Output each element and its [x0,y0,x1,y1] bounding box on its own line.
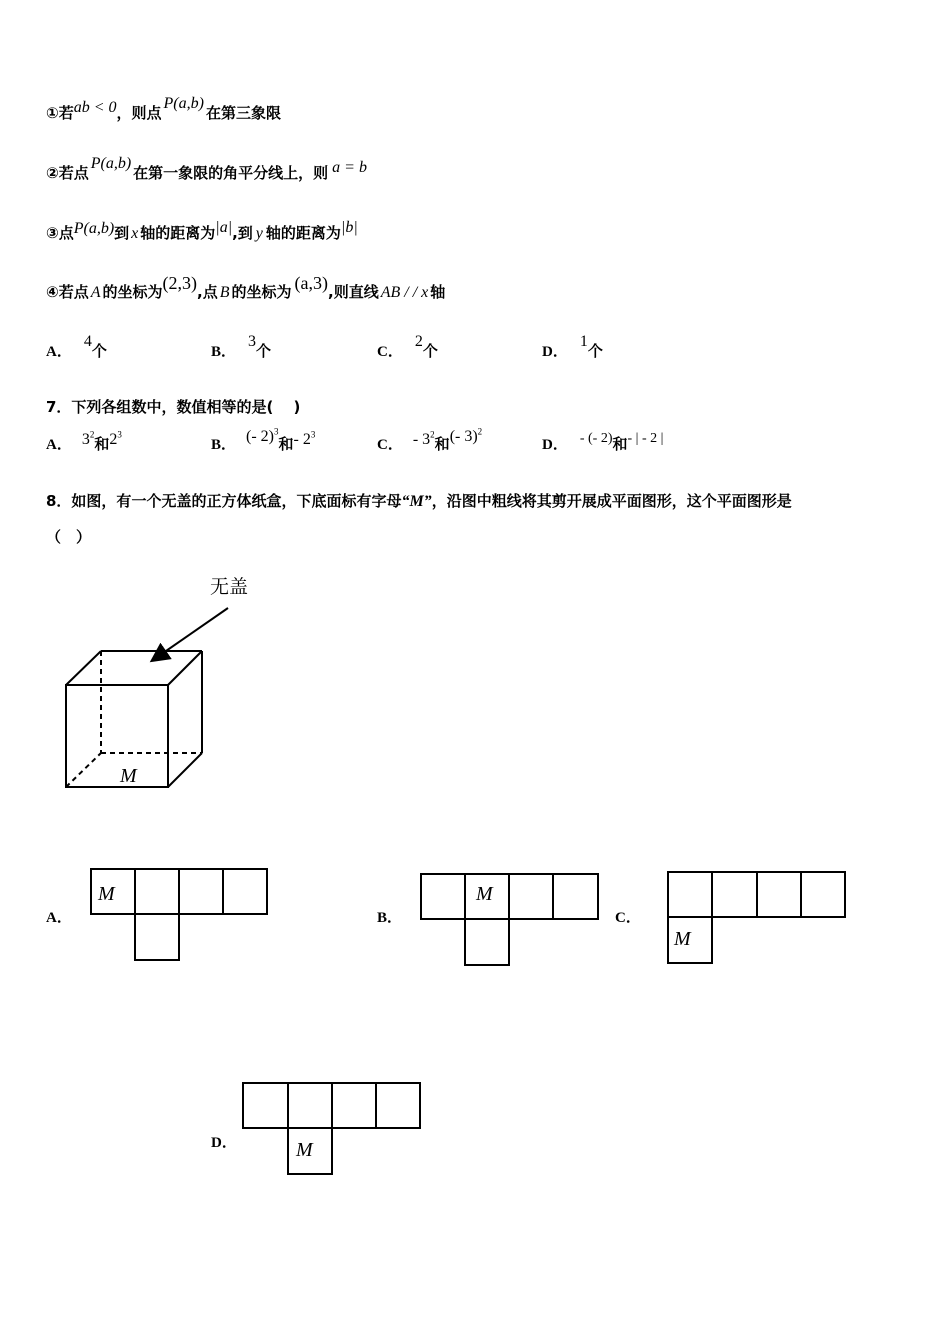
statement-text: ,点 [197,283,218,301]
net-d-letter: M [296,1139,313,1161]
statement-number: ① [46,104,59,122]
cube-edge [168,753,202,787]
statement-text: 到 [114,224,130,242]
statement-text: 若点 [58,283,89,301]
option-and: 和 [94,435,110,453]
math-expr: P(a,b) [90,155,132,172]
cube-edge [168,651,202,685]
net-d [243,1083,420,1174]
math-expr: AB / / x [380,284,429,301]
net-a-letter: M [98,883,115,905]
math-expr: A [90,284,101,301]
q8-option-d[interactable]: D． [211,1135,237,1151]
cube-label: 无盖 [210,576,249,598]
option-label: D． [542,344,568,360]
math-expr: a = b [332,159,367,176]
statement-text: 轴 [430,283,446,301]
math-expr: (a,3) [294,273,328,293]
statement-text: 的坐标为 [102,283,163,301]
cube-face-letter: M [120,765,137,787]
math-expr: |a| [215,219,233,236]
option-label: B． [211,344,237,360]
q8-option-b[interactable]: B． [377,910,403,926]
option-expr: $3^2$ [81,429,95,448]
q8-paren: （ ） [46,528,92,546]
net-b [421,874,598,965]
net-b-letter: M [476,883,493,905]
option-value: 3 [248,333,257,350]
statement-text: ，则点 [116,104,162,122]
net-a [91,869,267,960]
statement-text: ,到 [232,224,253,242]
option-label: A． [46,344,72,360]
cube-edge [66,651,101,685]
statement-number: ② [46,164,59,182]
statement-text: 若 [58,104,74,122]
cube-hidden-edge [66,753,101,787]
net-c [668,872,845,963]
option-label: B． [211,437,237,453]
option-expr: (- 2)$^3$ [246,426,279,445]
q7-stem: 7．下列各组数中，数值相等的是( ) [46,398,301,416]
q8-option-c[interactable]: C． [615,910,641,926]
option-label: D． [542,437,568,453]
stem-text: 8．如图，有一个无盖的正方体纸盒，下底面标有字母 [46,492,402,510]
option-label: C． [377,437,403,453]
statement-text: 在第一象限的角平分线上，则 [133,164,329,182]
math-expr: B [219,284,230,301]
math-expr: |b| [340,219,358,236]
math-expr: P(a,b) [163,95,204,112]
option-expr: - (- 2) [579,431,613,446]
option-and: 和 [278,435,294,453]
option-value: 4 [83,333,92,350]
option-label: C． [377,344,403,360]
math-expr: x [131,225,139,242]
option-unit: 个 [91,342,107,360]
math-expr: (2,3) [162,273,198,293]
statement-number: ③ [46,224,59,242]
option-expr: - | - 2 | [627,431,664,446]
statement-text: 点 [58,224,74,242]
option-unit: 个 [422,342,438,360]
net-c-letter: M [674,928,691,950]
option-unit: 个 [256,342,272,360]
statement-text: 若点 [58,164,89,182]
option-and: 和 [434,435,450,453]
math-expr: P(a,b) [73,220,115,237]
stem-text: ，沿图中粗线将其剪开展成平面图形，这个平面图形是 [431,492,792,510]
option-expr: (- 3)$^2$ [449,426,483,445]
option-and: 和 [612,435,628,453]
q8-option-a[interactable]: A． [46,910,72,926]
math-expr: y [255,225,263,242]
option-expr: - $2^3$ [293,429,316,448]
option-expr: $2^3$ [109,429,122,448]
statement-text: 的坐标为 [231,283,292,301]
pointer-arrow [153,608,228,660]
statement-text: 轴的距离为 [140,224,216,242]
statement-text: 轴的距离为 [265,224,341,242]
option-label: A． [46,437,72,453]
statement-text: 在第三象限 [205,104,281,122]
statement-number: ④ [46,283,59,301]
statement-text: ,则直线 [328,283,379,301]
option-unit: 个 [587,342,603,360]
stem-letter: “M” [401,493,432,510]
option-expr: - $3^2$ [412,429,435,448]
option-value: 2 [414,333,423,350]
math-expr: ab < 0 [73,99,117,116]
option-value: 1 [579,333,588,350]
